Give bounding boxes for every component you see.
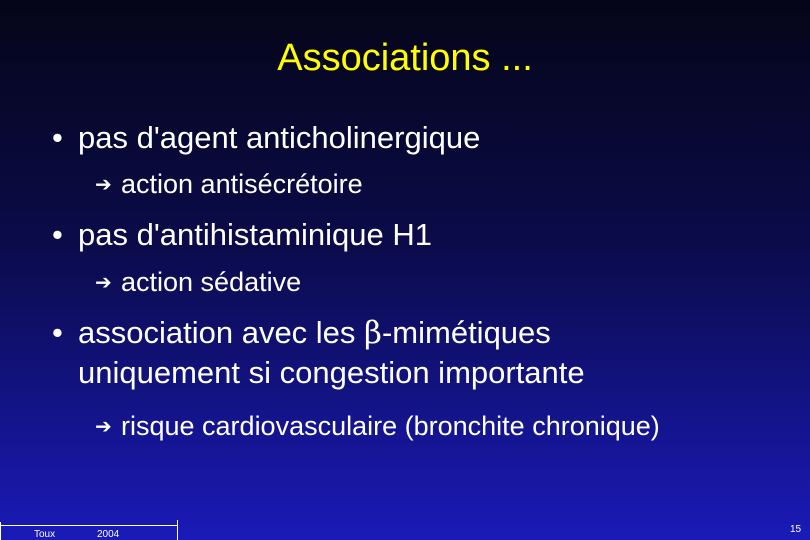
bullet-text-part: -mimétiques [381,315,551,350]
bullet-item-2 [52,215,432,255]
bullet-dot: • [52,217,63,252]
sub-item-2 [95,265,301,299]
bullet-text: pas d'agent anticholinergique [78,120,481,155]
arrow-right-icon: ➔ [95,172,112,196]
bullet-text-part: association avec les [78,315,365,350]
bullet-item-1 [52,118,480,158]
bullet-text [78,313,585,393]
arrow-right-icon: ➔ [95,414,112,438]
bullet-dot: • [52,120,63,155]
page-number: 15 [790,524,802,535]
slide-title: Associations ... [277,37,533,79]
sub-item-3 [95,409,660,443]
bullet-text: pas d'antihistaminique H1 [78,217,433,252]
bullet-dot: • [52,315,63,350]
footer-author: Toux [34,529,56,540]
sub-item-1 [95,167,363,201]
footer-year: 2004 [97,529,120,540]
bullet-item-3 [52,313,585,393]
footer-divider-right [177,520,178,540]
beta-symbol: β [364,315,382,351]
sub-item-text: risque cardiovasculaire (bronchite chronique) [121,411,660,441]
footer-divider [0,525,178,526]
sub-item-text: action antisécrétoire [121,169,363,199]
footer-divider-left [0,522,1,540]
arrow-right-icon: ➔ [95,270,112,294]
bullet-text-line2: uniquement si congestion importante [78,355,585,390]
sub-item-text: action sédative [121,267,302,297]
